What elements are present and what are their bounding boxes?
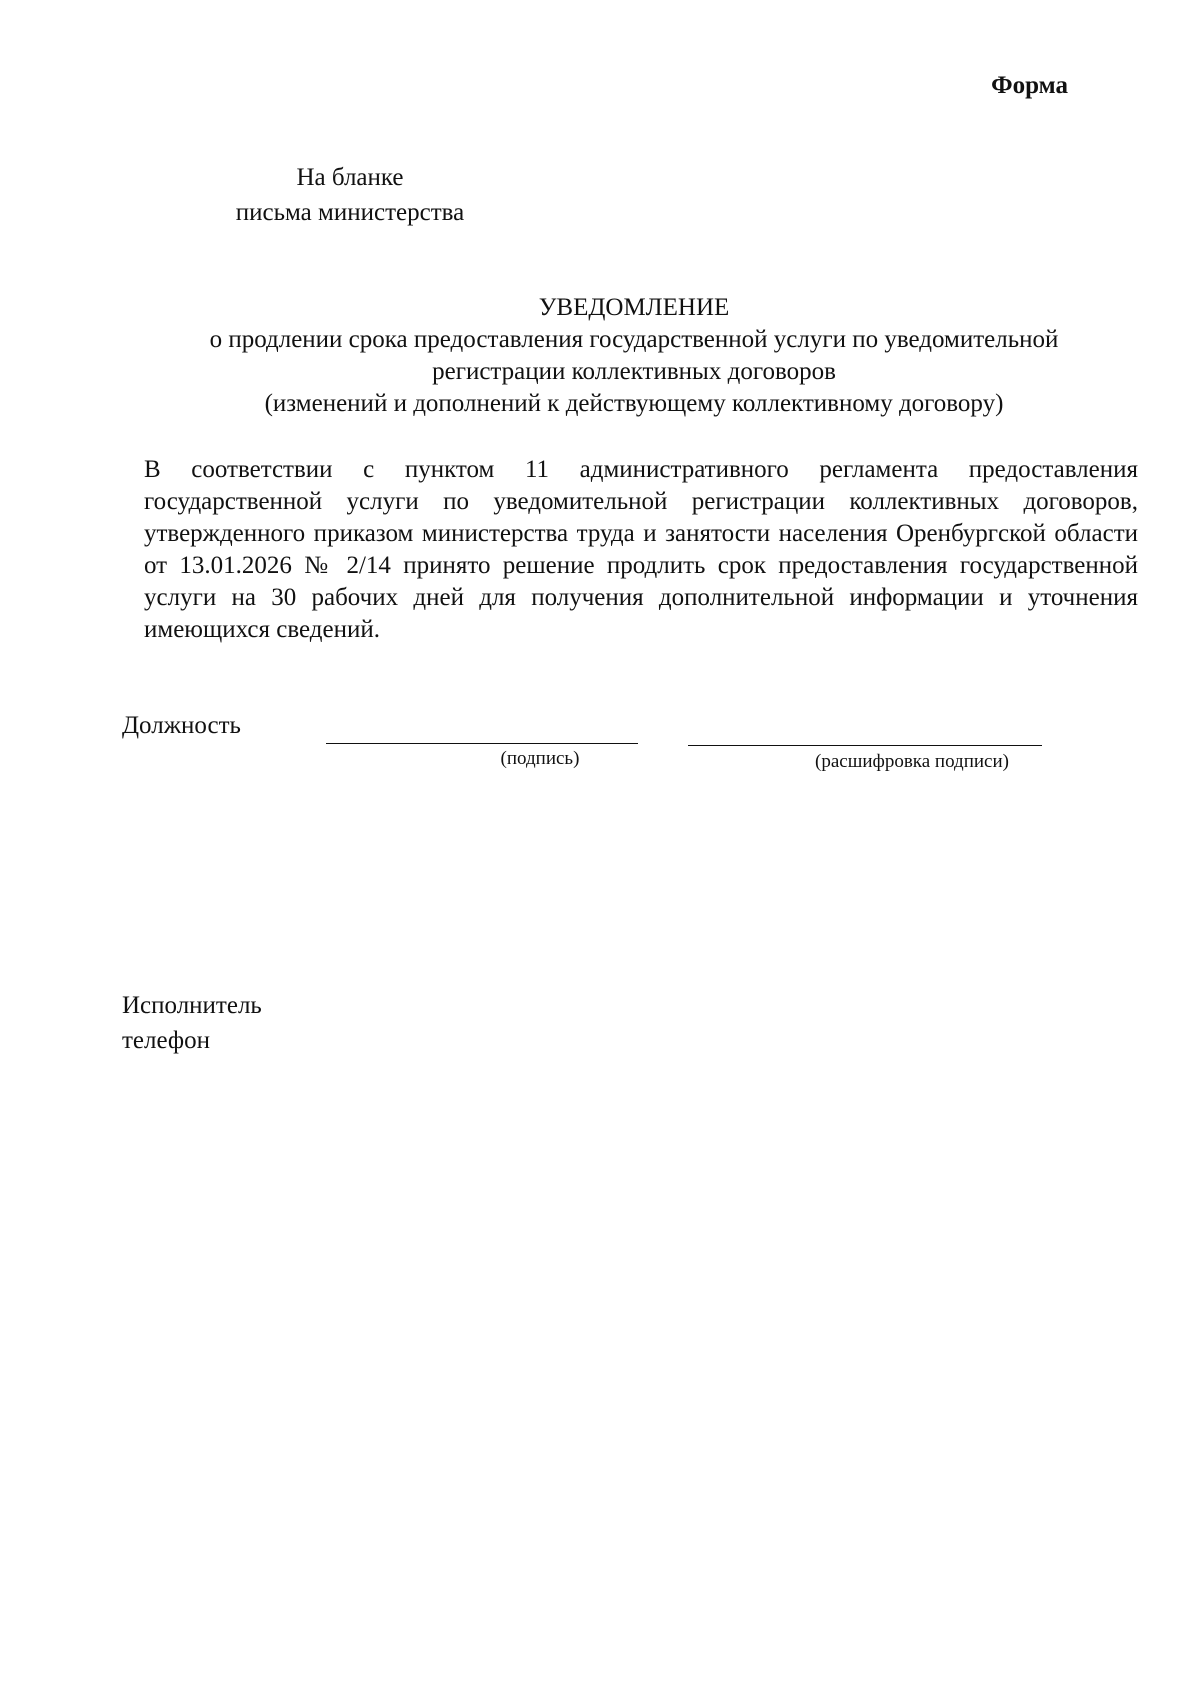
executor-label: Исполнитель	[122, 992, 262, 1019]
signature-decoding-line	[688, 745, 1042, 746]
form-label: Форма	[991, 72, 1068, 99]
blank-note-line-1: На бланке	[296, 164, 404, 191]
signature-caption: (подпись)	[500, 748, 580, 769]
signature-line	[326, 743, 638, 744]
title-heading: УВЕДОМЛЕНИЕ	[538, 294, 730, 321]
body-paragraph: В соответствии с пунктом 11 административного регламента предоставления государственной услуги по уведомительной регистрации коллективных договоров, утвержденного приказом министерства труда и занятости населения Оренбургской области от 13.01.2026 № 2/14 принято решение продлить срок предоставления государственной услуги на 30 рабочих дней для получения дополнительной информации и уточнения имеющихся сведений.	[144, 456, 1138, 643]
title-line-1: о продлении срока предоставления государственной услуги по уведомительной	[209, 326, 1059, 353]
title-line-3: (изменений и дополнений к действующему коллективному договору)	[264, 390, 1004, 417]
signature-decoding-caption: (расшифровка подписи)	[815, 751, 1009, 772]
executor-block	[122, 988, 262, 1058]
blank-note-line-2: письма министерства	[235, 199, 465, 226]
title-line-2: регистрации коллективных договоров	[432, 358, 836, 385]
document-title	[100, 292, 1168, 420]
position-label: Должность	[122, 712, 241, 739]
phone-label: телефон	[122, 1027, 210, 1054]
blank-note	[200, 160, 500, 230]
